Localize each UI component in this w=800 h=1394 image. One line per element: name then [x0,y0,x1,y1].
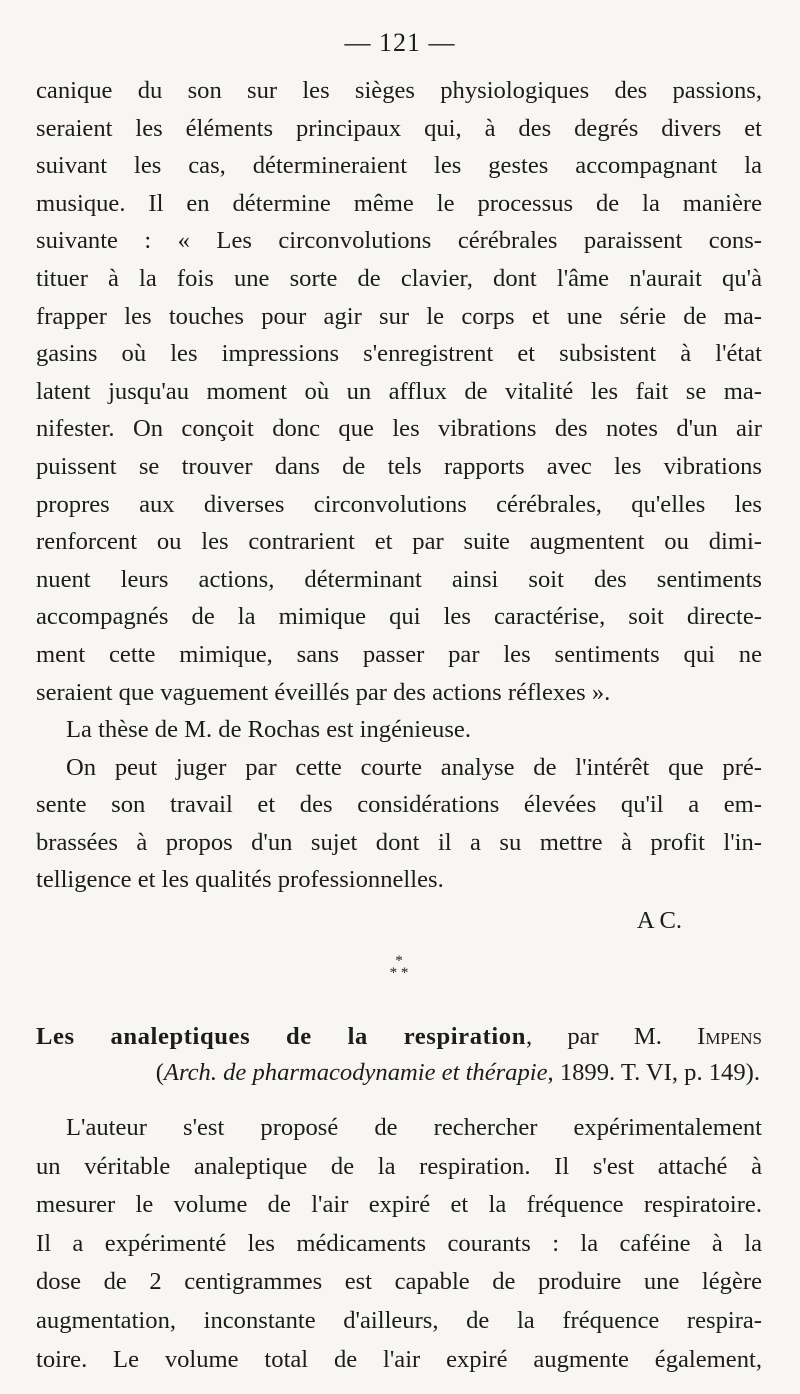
separator-star-top: * [395,953,403,970]
text-line: nifester. On conçoit donc que les vibrations des notes d'un air [36,415,762,443]
text-line: La thèse de M. de Rochas est ingénieuse. [66,716,471,744]
text-line: Il a expérimenté les médicaments courants : la caféine à la [36,1229,762,1257]
text-line: mesurer le volume de l'air expiré et la fréquence respiratoire. [36,1191,762,1219]
text-line: seraient que vaguement éveillés par des actions réflexes ». [36,678,611,706]
text-line: toire. Le volume total de l'air expiré augmente également, [36,1345,762,1373]
text-line: propres aux diverses circonvolutions cérébrales, qu'elles les [36,490,762,518]
text-line: brassées à propos d'un sujet dont il a su mettre à profit l'in- [36,828,762,856]
text-line: gasins où les impressions s'enregistrent et subsistent à l'état [36,340,762,368]
text-line: telligence et les qualités professionnelles. [36,866,444,894]
reference-details: , 1899. T. VI, p. 149). [547,1059,760,1087]
reference-line-2 [36,1055,762,1091]
text-line: renforcent ou les contrarient et par suite augmentent ou dimi- [36,528,762,556]
separator-stars-bottom: * * [389,965,409,982]
text-line: On peut juger par cette courte analyse de l'intérêt que pré- [66,753,762,781]
text-line: un véritable analeptique de la respiration. Il s'est attaché à [36,1152,762,1180]
text-line: puissent se trouver dans de tels rapports avec les vibrations [36,452,762,480]
text-line: dose de 2 centigrammes est capable de produire une légère [36,1268,762,1296]
paragraph-2 [36,711,762,749]
reference-author: Impens [697,1023,763,1051]
text-line: seraient les éléments principaux qui, à des degrés divers et [36,114,762,142]
article-title: Les analeptiques de la respiration [36,1023,526,1051]
reference-line-1 [36,1019,762,1055]
text-line: sente son travail et des considérations élevées qu'il a em- [36,791,762,819]
text-line: suivante : « Les circonvolutions cérébrales paraissent cons- [36,227,762,255]
reference-open-paren: ( [155,1059,164,1087]
text-line: musique. Il en détermine même le processus de la manière [36,189,762,217]
text-line: accompagnés de la mimique qui les caractérise, soit directe- [36,603,762,631]
page-number: — 121 — [344,28,456,57]
text-line: augmentation, inconstante d'ailleurs, de la fréquence respira- [36,1307,762,1335]
paragraph-1 [36,72,762,711]
reference-by: , par M. [526,1023,698,1051]
text-line: latent jusqu'au moment où un afflux de vitalité les fait se ma- [36,377,762,405]
text-line: ment cette mimique, sans passer par les sentiments qui ne [36,640,762,668]
text-line: nuent leurs actions, déterminant ainsi soit des sentiments [36,565,762,593]
text-line: canique du son sur les sièges physiologiques des passions, [36,77,762,104]
text-line: suivant les cas, détermineraient les gestes accompagnant la [36,152,762,180]
text-line: tituer à la fois une sorte de clavier, dont l'âme n'aurait qu'à [36,264,762,292]
journal-name: Arch. de pharmacodynamie et thérapie [163,1059,548,1087]
body-text [36,72,762,1379]
signature: A C. [636,907,682,935]
text-line: frapper les touches pour agir sur le corps et une série de ma- [36,302,762,330]
paragraph-3 [36,749,762,899]
paragraph-4 [36,1109,762,1379]
section-separator [36,943,762,1005]
text-line: L'auteur s'est proposé de rechercher expérimentalement [66,1114,762,1142]
